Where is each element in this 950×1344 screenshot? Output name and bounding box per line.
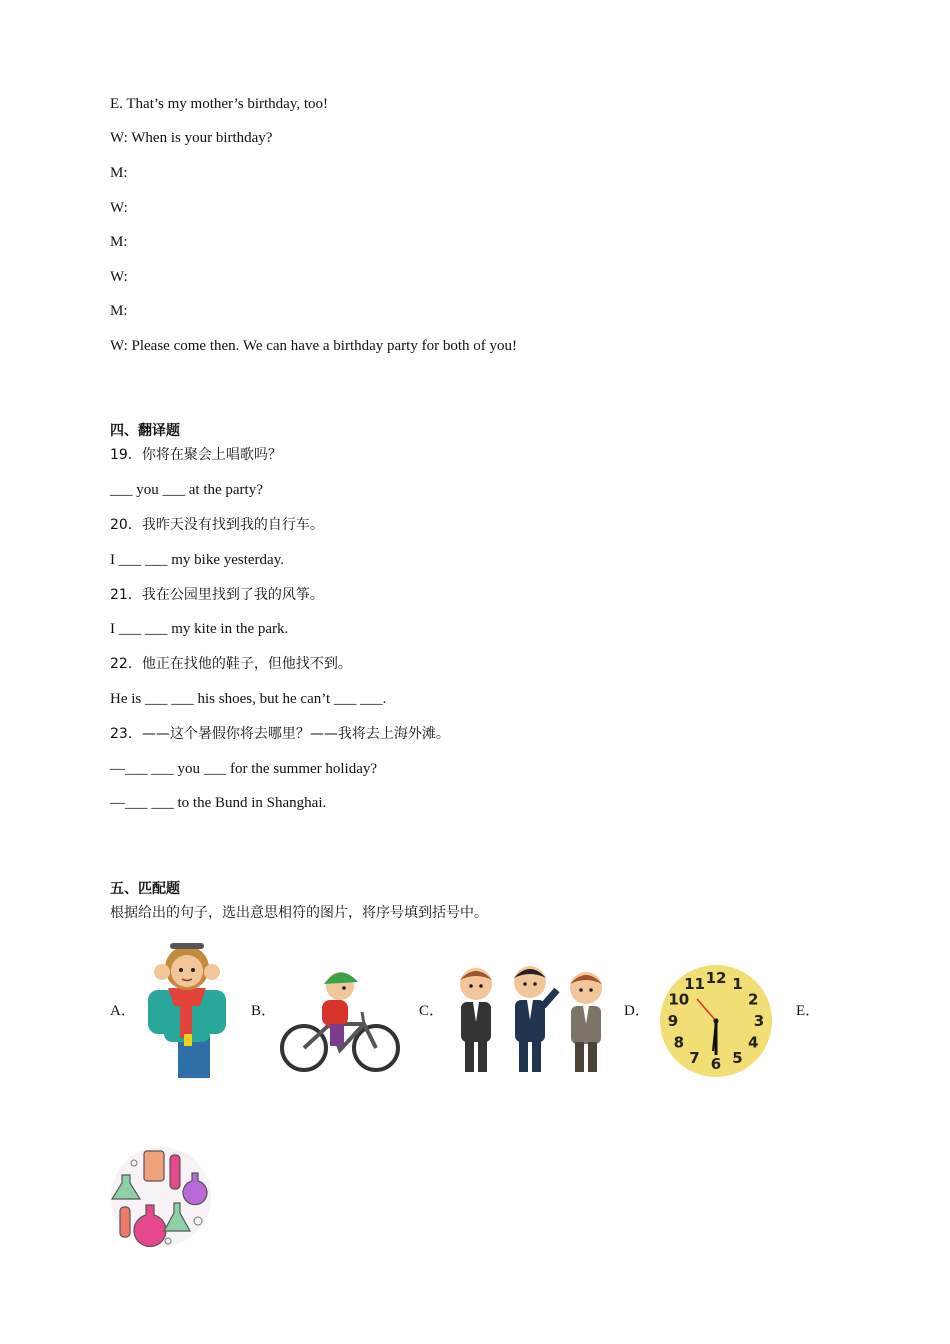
section5-instruction: 根据给出的句子，选出意思相符的图片，将序号填到括号中。 xyxy=(110,905,488,921)
dialogue-line-1: W: When is your birthday? xyxy=(110,130,273,146)
option-e: E. That’s my mother’s birthday, too! xyxy=(110,96,329,112)
clock-number: 12 xyxy=(705,969,727,987)
q23-prompt: 23．——这个暑假你将去哪里？——我将去上海外滩。 xyxy=(110,726,450,742)
clock-number: 5 xyxy=(732,1049,743,1068)
q22-prompt: 22．他正在找他的鞋子，但他找不到。 xyxy=(110,656,352,672)
clock-number: 2 xyxy=(747,990,759,1009)
bike-rider-image xyxy=(278,962,402,1078)
label-a: A． xyxy=(110,1003,136,1019)
clock-number: 1 xyxy=(732,974,743,993)
label-e: E． xyxy=(796,1003,821,1019)
clock-number: 3 xyxy=(753,1012,765,1030)
clock-image xyxy=(657,963,775,1079)
dialogue-line-2: M: xyxy=(110,165,128,181)
q21-prompt: 21．我在公园里找到了我的风筝。 xyxy=(110,587,324,603)
cold-person-image xyxy=(140,938,234,1080)
label-d: D． xyxy=(624,1003,650,1019)
three-businessmen-image xyxy=(453,962,611,1076)
dialogue-line-6: M: xyxy=(110,303,128,319)
section4-heading: 四、翻译题 xyxy=(110,423,180,439)
q22-answer: He is ___ ___ his shoes, but he can’t ___ ___. xyxy=(110,691,387,707)
dialogue-line-4: M: xyxy=(110,234,128,250)
clock-number: 8 xyxy=(673,1033,685,1052)
q20-prompt: 20．我昨天没有找到我的自行车。 xyxy=(110,517,324,533)
label-c: C． xyxy=(419,1003,445,1019)
q19-prompt: 19．你将在聚会上唱歌吗？ xyxy=(110,447,282,463)
dialogue-line-3: W: xyxy=(110,200,128,216)
clock-number: 11 xyxy=(684,974,705,993)
dialogue-line-5: W: xyxy=(110,269,128,285)
q23-answer-2: —___ ___ to the Bund in Shanghai. xyxy=(110,795,327,811)
q19-answer: ___ you ___ at the party? xyxy=(110,482,263,498)
q21-answer: I ___ ___ my kite in the park. xyxy=(110,621,289,637)
section5-heading: 五、匹配题 xyxy=(110,881,180,897)
clock-number: 4 xyxy=(747,1033,759,1052)
dialogue-line-7: W: Please come then. We can have a birthday party for both of you! xyxy=(110,338,517,354)
clock-number: 6 xyxy=(710,1055,722,1073)
q23-answer-1: —___ ___ you ___ for the summer holiday? xyxy=(110,761,378,777)
science-flasks-image xyxy=(108,1145,214,1249)
label-b: B． xyxy=(251,1003,277,1019)
clock-number: 7 xyxy=(689,1049,700,1068)
clock-number: 9 xyxy=(667,1012,679,1030)
q20-answer: I ___ ___ my bike yesterday. xyxy=(110,552,284,568)
clock-number: 10 xyxy=(668,990,690,1009)
